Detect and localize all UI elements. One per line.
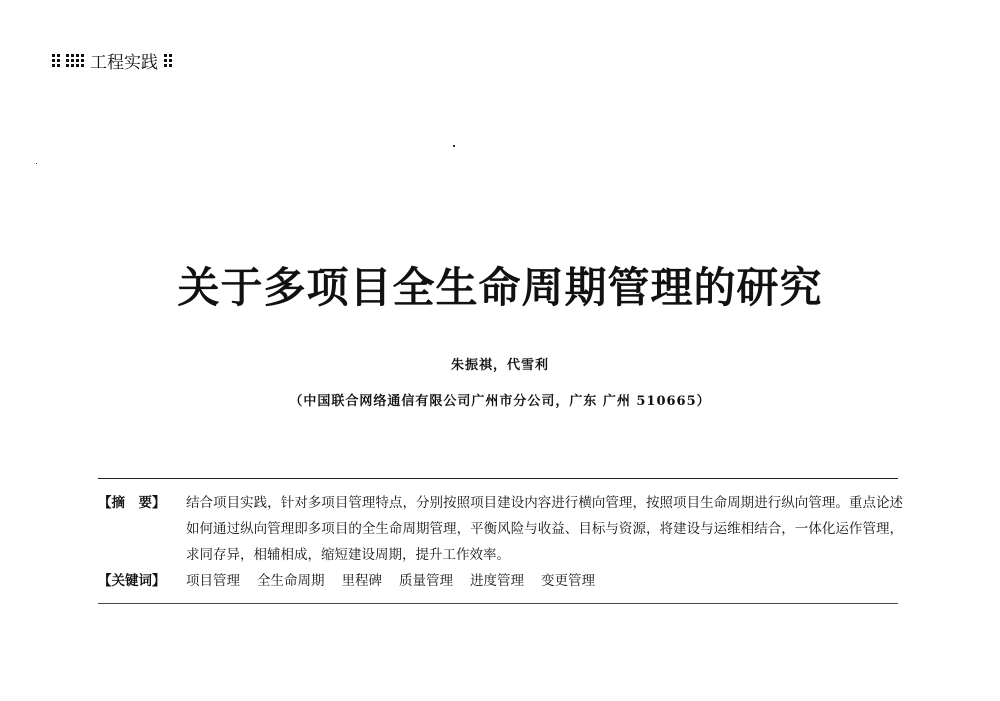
section-label: 工程实践 [90,53,158,73]
keywords-list [186,568,595,594]
keyword: 里程碑 [341,573,382,589]
abstract-block [98,490,903,594]
paper-authors: 朱振祺，代雪利 [450,358,549,373]
section-header [52,48,172,73]
decorative-dots-icon [66,54,84,67]
paper-title: 关于多项目全生命周期管理的研究 [177,263,823,312]
keywords-label: 【关键词】 [98,573,166,589]
keyword: 进度管理 [470,573,524,589]
keyword: 全生命周期 [257,573,325,589]
divider-top [98,478,898,479]
divider-bottom [98,603,898,604]
paper-affiliation: （中国联合网络通信有限公司广州市分公司，广东 广州 510665） [289,394,711,409]
keywords-row [98,568,903,594]
keyword: 项目管理 [186,573,240,589]
keyword: 质量管理 [399,573,453,589]
keyword: 变更管理 [541,573,595,589]
scan-speck [36,163,37,164]
decorative-dots-icon [52,54,60,67]
abstract-text: 结合项目实践，针对多项目管理特点，分别按照项目建设内容进行横向管理，按照项目生命周期进行纵向管理。重点论述如何通过纵向管理即多项目的全生命周期管理，平衡风险与收益、目标与资源，将建设与运维相结合，一体化运作管理，求同存异，相辅相成，缩短建设周期，提升工作效率。 [186,495,903,563]
abstract-label: 【摘 要】 [98,495,166,511]
abstract-row [98,490,903,568]
decorative-dots-icon [164,54,172,67]
scan-speck [453,145,455,147]
